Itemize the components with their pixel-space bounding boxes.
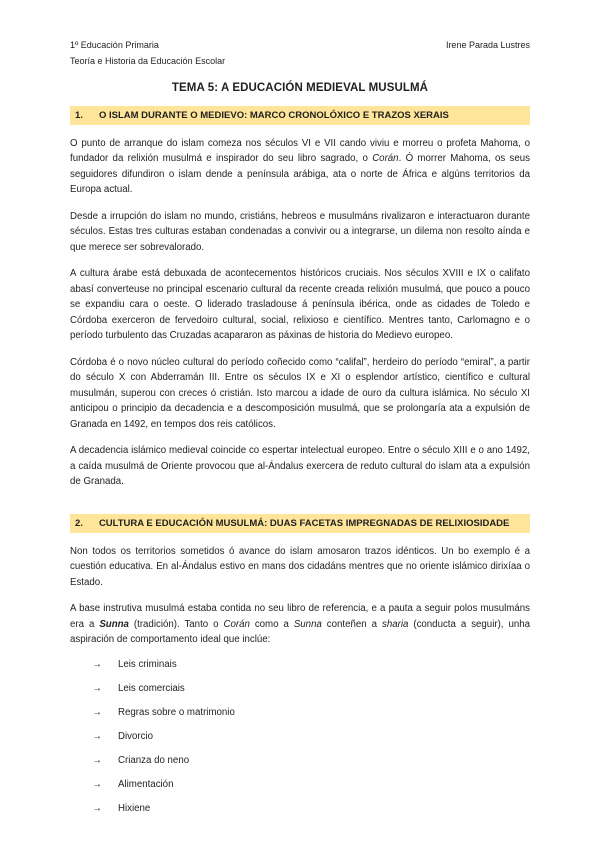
section-1-heading bbox=[70, 106, 530, 125]
section-1-number: 1. bbox=[75, 109, 83, 121]
list-item-label: Crianza do neno bbox=[118, 754, 190, 766]
arrow-right-icon: → bbox=[92, 658, 102, 670]
arrow-right-icon: → bbox=[92, 754, 102, 766]
section-2-heading bbox=[70, 514, 530, 533]
arrow-right-icon: → bbox=[92, 778, 102, 790]
list-item bbox=[92, 755, 530, 766]
section-1-paragraph-3: A cultura árabe está debuxada de acontecementos históricos cruciais. Nos séculos XVIII e IX o califato abasí converteuse no principal escenario cultural da recente creada relixión musulmá, que pouco a pouco se expandiu cara o oeste. O liderado trasladouse á península ibérica, onde as cidades de Toledo e Córdoba exerceron de fervedoiro cultural, social, relixioso e científico. Mentres tanto, Carlomagno e o período turbulento das Cruzadas acapararon as páxinas de historia do Medievo europeo. bbox=[70, 268, 530, 341]
section-2-paragraph-2: A base instrutiva musulmá estaba contida no seu libro de referencia, e a pauta a seguir polos musulmáns era a Sunna (tradición). Tanto o Corán como a Sunna conteñen a sharia (conducta a seguir), unha aspiración de comportamento ideal que inclúe: bbox=[70, 603, 531, 645]
section-2-title: CULTURA E EDUCACIÓN MUSULMÁ: DUAS FACETAS IMPREGNADAS DE RELIXIOSIDADE bbox=[98, 517, 510, 529]
list-item bbox=[92, 659, 530, 670]
section-1-paragraph-2: Desde a irrupción do islam no mundo, cristiáns, hebreos e musulmáns rivalizaron e interactuaron durante séculos. Estas tres culturas estaban condenadas a convivir ou a integrarse, un dilema non resolto aínda e que merece ser sobrevalorado. bbox=[70, 210, 530, 253]
sharia-content-list bbox=[70, 659, 530, 814]
list-item-label: Hixiene bbox=[118, 802, 151, 814]
arrow-right-icon: → bbox=[92, 706, 102, 718]
list-item-label: Leis criminais bbox=[118, 658, 177, 670]
list-item bbox=[92, 731, 530, 742]
section-2-number: 2. bbox=[75, 517, 83, 529]
list-item-label: Alimentación bbox=[118, 778, 174, 790]
list-item bbox=[92, 683, 530, 694]
list-item bbox=[92, 779, 530, 790]
section-1-title: O ISLAM DURANTE O MEDIEVO: MARCO CRONOLÓXICO E TRAZOS XERAIS bbox=[98, 109, 449, 121]
section-1-paragraph-5: A decadencia islámico medieval coincide co espertar intelectual europeo. Entre o século XIII e o ano 1492, a caída musulmá de Oriente provocou que al-Ándalus exercera de reduto cultural do islam ata a expulsión de Granada. bbox=[70, 445, 530, 487]
list-item-label: Leis comerciais bbox=[118, 682, 185, 694]
header-left bbox=[70, 38, 225, 70]
arrow-right-icon: → bbox=[92, 730, 102, 742]
course-name: 1º Educación Primaria bbox=[70, 40, 159, 50]
page-header bbox=[70, 38, 530, 70]
arrow-right-icon: → bbox=[92, 802, 102, 814]
section-1-paragraph-1: O punto de arranque do islam comeza nos séculos VI e VII cando viviu e morreu o profeta Mahoma, o fundador da relixión musulmá e inspirador do seu libro sagrado, o Corán. Ó morrer Mahoma, os seus seguidores difundiron o islam dende a península arábiga, ata o norte de África e algúns territorios da Europa actual. bbox=[70, 137, 530, 195]
list-item-label: Regras sobre o matrimonio bbox=[118, 706, 235, 718]
section-2-paragraph-1: Non todos os territorios sometidos ó avance do islam amosaron trazos idénticos. Un bo exemplo é a cuestión educativa. En al-Ándalus estivo en mans dos cidadáns mentres que no oriente islámico dirixíaa o Estado. bbox=[70, 545, 530, 588]
arrow-right-icon: → bbox=[92, 682, 102, 694]
list-item bbox=[92, 803, 530, 814]
document-title: TEMA 5: A EDUCACIÓN MEDIEVAL MUSULMÁ bbox=[171, 81, 429, 94]
list-item-label: Divorcio bbox=[118, 730, 153, 742]
subject-name: Teoría e Historia da Educación Escolar bbox=[70, 55, 226, 66]
section-1-paragraph-4: Córdoba é o novo núcleo cultural do período coñecido como “califal”, herdeiro do período “emiral”, a partir do século X con Abderramán III. Entre os séculos IX e XI o esplendor artístico, científico e cultural musulmán, superou con creces ó cristián. Isto marcou a idade de ouro da cultura islámica. No século XI anticipou o principio da decadencia e a descomposición musulmá, que se prolongaría ata a expulsión de Granada en 1492, en tempos dos reis católicos. bbox=[70, 356, 530, 430]
list-item bbox=[92, 707, 530, 718]
author-name: Irene Parada Lustres bbox=[445, 40, 530, 50]
